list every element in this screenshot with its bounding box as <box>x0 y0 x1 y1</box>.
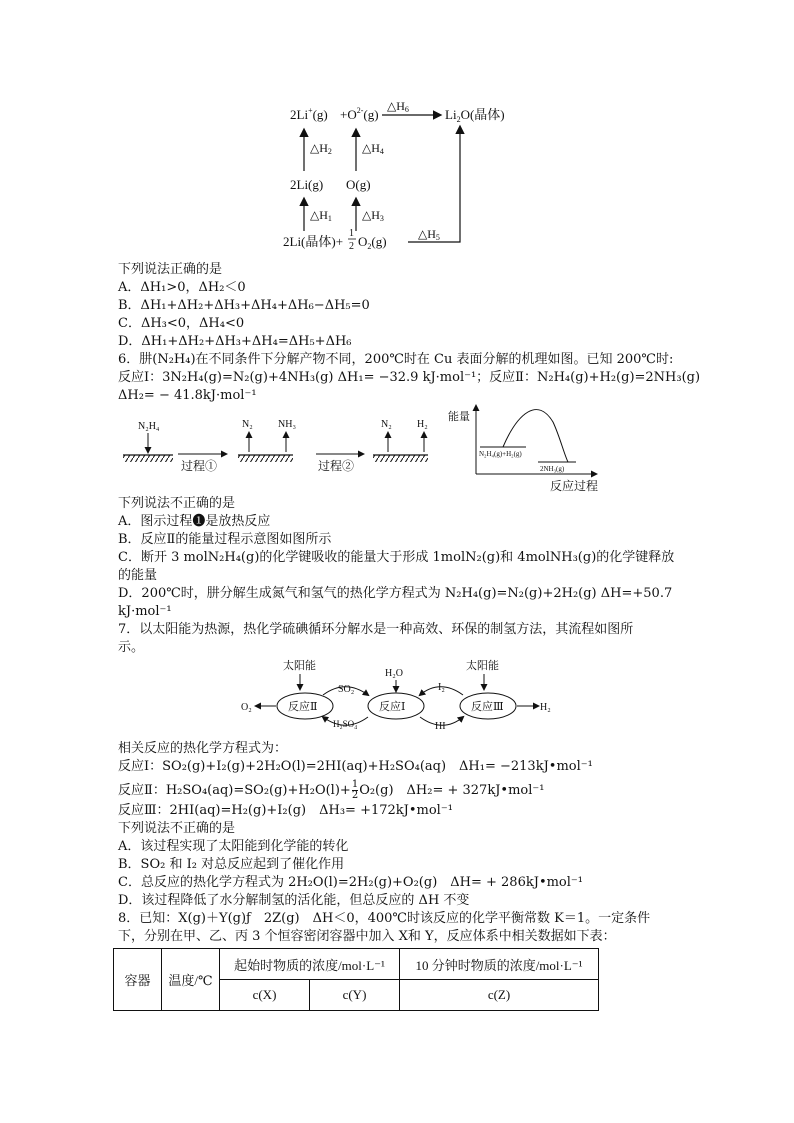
dh3-label: △H3 <box>362 208 384 223</box>
bottom-o2: $O_2(g)$ <box>358 234 387 250</box>
q7-line2: 示。 <box>118 640 145 655</box>
q7-option-a: A．该过程实现了太阳能到化学能的转化 <box>118 839 349 854</box>
bottom-left-species: 2Li(晶体)+ <box>283 234 344 249</box>
q7-option-d: D．该过程降低了水分解制氢的活化能，但总反应的 ΔH 不变 <box>118 893 470 908</box>
q6-option-c2: 的能量 <box>118 568 158 583</box>
h2-label: H₂ <box>417 419 428 430</box>
reactant-level-label: N₂H₄(g)+H₂(g) <box>479 450 522 458</box>
sulfur-iodine-cycle-figure <box>238 654 568 736</box>
dh2-label: △H2 <box>310 141 332 156</box>
frac-num: 1 <box>349 228 354 239</box>
q8-line2: 下，分别在甲、乙、丙 3 个恒容密闭容器中加入 X和 Y，反应体系中相关数据如下表： <box>118 929 616 944</box>
q8-data-table <box>113 948 599 1011</box>
top-right-species: $Li_2O$(晶体) <box>445 107 505 124</box>
q6-option-a: A．图示过程❶是放热反应 <box>118 514 271 529</box>
n2h4-label: N₂H₄ <box>138 421 160 432</box>
th-cz: c(Z) <box>400 980 599 1011</box>
q8-line1: 8．已知：X(g)＋Y(g)ƒ 2Z(g) ΔH＜0，400℃时该反应的化学平衡常数 K＝1。一定条件 <box>118 911 651 926</box>
i2-label: I₂ <box>438 682 445 693</box>
dh5-label: △H5 <box>418 227 440 242</box>
q7-eq3: 反应Ⅲ：2HI(aq)=H₂(g)+I₂(g) ΔH₃= +172kJ•mol⁻¹ <box>118 803 453 818</box>
q6-line1: 6．肼(N₂H₄)在不同条件下分解产物不同，200℃时在 Cu 表面分解的机理如图。已知 200℃时: <box>118 352 674 367</box>
n2-label-1: N₂ <box>242 419 253 430</box>
step1-label: 过程① <box>181 459 218 473</box>
so2-label: SO₂ <box>338 684 355 695</box>
dh5-arrow <box>408 127 460 242</box>
q6-mechanism-figure <box>118 402 618 497</box>
h2o-label: H₂O <box>385 668 403 679</box>
dh4-label: △H4 <box>362 141 384 156</box>
reaction-2-label: 反应Ⅱ <box>288 701 318 713</box>
q6-stem: 下列说法不正确的是 <box>118 496 236 511</box>
q7-option-c: C．总反应的热化学方程式为 2H₂O(l)=2H₂(g)+O₂(g) ΔH= + 286kJ•mol⁻¹ <box>118 875 583 890</box>
solar-1-label: 太阳能 <box>283 660 316 672</box>
h2so4-label: H₂SO₄ <box>333 719 358 729</box>
q5-option-b: B．ΔH₁+ΔH₂+ΔH₃+ΔH₄+ΔH₆−ΔH₅=0 <box>118 298 370 313</box>
xaxis-label: 反应过程 <box>550 479 599 493</box>
q7-stem: 下列说法不正确的是 <box>118 821 236 836</box>
q5-option-d: D．ΔH₁+ΔH₂+ΔH₃+ΔH₄=ΔH₅+ΔH₆ <box>118 334 352 349</box>
q6-option-c1: C．断开 3 molN₂H₄(g)的化学键吸收的能量大于形成 1molN₂(g)和 4molNH₃(g)的化学键释放 <box>118 550 675 565</box>
th-cy: c(Y) <box>310 980 400 1011</box>
q7-intro: 相关反应的热化学方程式为： <box>118 741 288 756</box>
hi-label: HI <box>435 721 446 732</box>
th-temperature: 温度/℃ <box>162 949 220 1011</box>
th-container: 容器 <box>114 949 162 1011</box>
th-10min-conc: 10 分钟时物质的浓度/mol·L⁻¹ <box>400 949 599 980</box>
mid-left-species: 2Li(g) <box>290 177 324 192</box>
q6-line2: 反应Ⅰ：3N₂H₄(g)=N₂(g)+4NH₃(g) ΔH₁= −32.9 kJ·mol⁻¹；反应Ⅱ：N₂H₄(g)+H₂(g)=2NH₃(g) <box>118 370 701 385</box>
product-level-label: 2NH₃(g) <box>540 465 565 473</box>
n2-label-2: N₂ <box>381 419 392 430</box>
energy-axis-label: 能量 <box>448 411 470 423</box>
h2-product-label: H₂ <box>540 702 551 713</box>
step2-label: 过程② <box>318 459 355 473</box>
o2-label: O₂ <box>241 702 252 713</box>
q5-option-c: C．ΔH₃<0，ΔH₄<0 <box>118 316 245 331</box>
q7-eq2: 反应Ⅱ：H₂SO₄(aq)=SO₂(g)+H₂O(l)+ $\frac{1}{2}$ O₂(g) ΔH₂= + 327kJ•mol⁻¹ <box>118 779 545 801</box>
born-haber-diagram <box>270 95 530 250</box>
solar-2-label: 太阳能 <box>466 660 499 672</box>
dh6-label: △H6 <box>387 99 409 114</box>
th-cx: c(X) <box>220 980 310 1011</box>
q5-stem: 下列说法正确的是 <box>118 262 223 277</box>
q7-line1: 7．以太阳能为热源，热化学硫碘循环分解水是一种高效、环保的制氢方法，其流程如图所 <box>118 622 634 637</box>
dh1-label: △H1 <box>310 208 332 223</box>
reaction-1-label: 反应Ⅰ <box>379 701 406 713</box>
q6-line3: ΔH₂= − 41.8kJ·mol⁻¹ <box>118 388 257 403</box>
q7-eq1: 反应Ⅰ：SO₂(g)+I₂(g)+2H₂O(l)=2HI(aq)+H₂SO₄(aq) ΔH₁= −213kJ•mol⁻¹ <box>118 759 593 774</box>
q6-option-d1: D．200℃时，肼分解生成氮气和氢气的热化学方程式为 N₂H₄(g)=N₂(g)+2H₂(g) ΔH=+50.7 <box>118 586 673 601</box>
reaction-3-label: 反应Ⅲ <box>471 701 504 713</box>
mid-mid-species: O(g) <box>346 177 371 192</box>
q5-option-a: A．ΔH₁>0，ΔH₂＜0 <box>118 280 246 295</box>
q6-option-b: B．反应Ⅱ的能量过程示意图如图所示 <box>118 532 332 547</box>
q6-option-d2: kJ·mol⁻¹ <box>118 604 172 619</box>
top-mid-species: $+O^{2-}(g)$ <box>340 106 379 122</box>
q7-option-b: B．SO₂ 和 I₂ 对总反应起到了催化作用 <box>118 857 345 872</box>
th-initial-conc: 起始时物质的浓度/mol·L⁻¹ <box>220 949 400 980</box>
top-left-species: 2Li+(g) <box>290 106 328 122</box>
frac-den: 2 <box>349 241 354 250</box>
nh3-label: NH₃ <box>278 419 296 430</box>
